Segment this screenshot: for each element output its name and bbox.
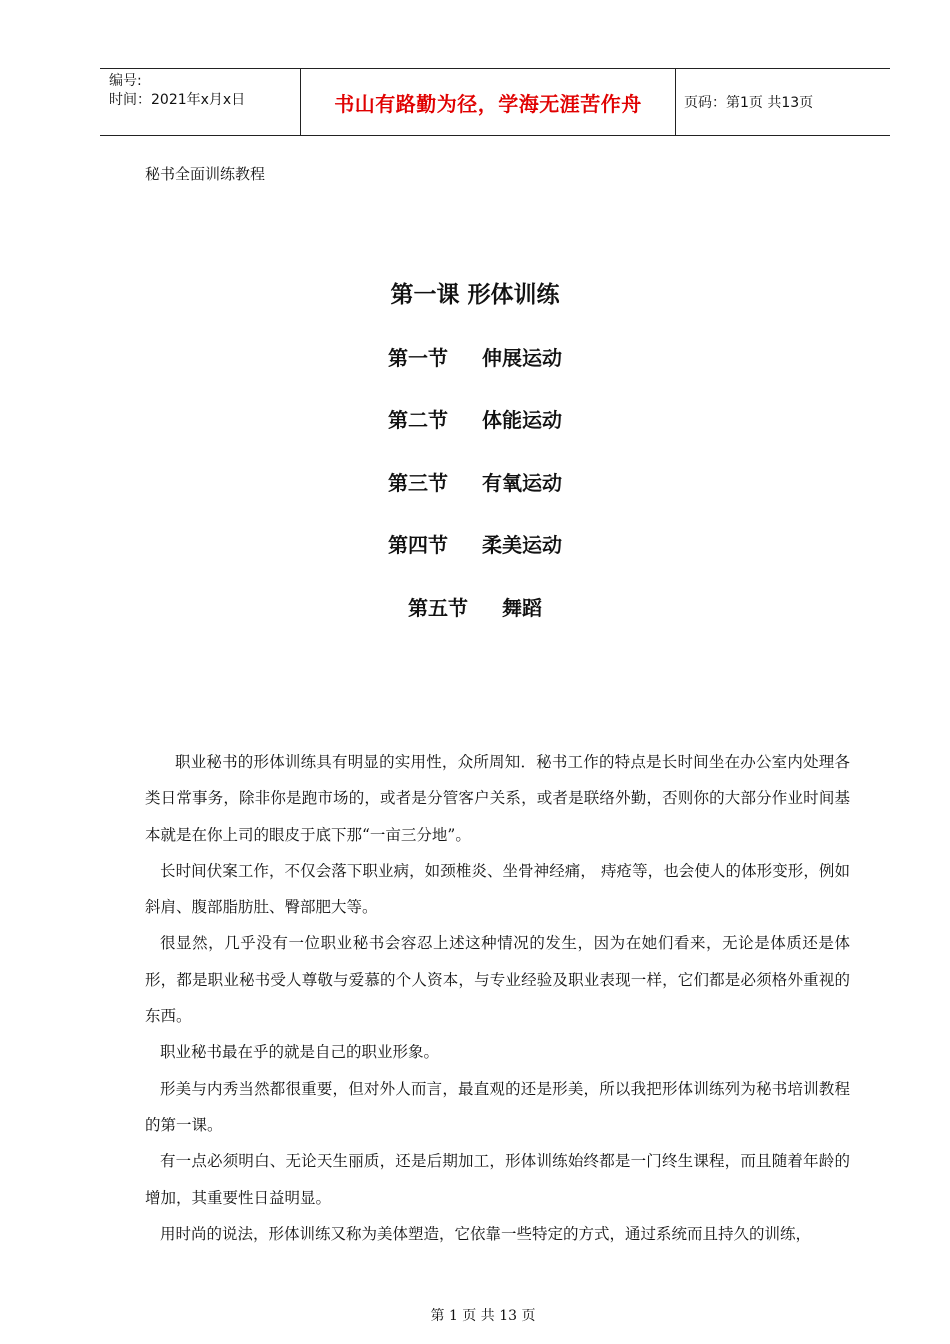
section-heading [0,342,950,371]
paragraph: 职业秘书最在乎的就是自己的职业形象。 [160,1043,440,1062]
body-text [145,744,850,1252]
section-heading [0,467,950,496]
paragraph: 形美与内秀当然都很重要，但对外人而言，最直观的还是形美，所以我把形体训练列为秘书培训教程的第一课。 [145,1079,850,1134]
motto: 书山有路勤为径，学海无涯苦作舟 [301,69,676,135]
section-heading [0,592,950,621]
section-number: 第三节 [388,471,448,495]
page-info-text: 页码：第1页 共13页 [684,95,814,111]
header-meta [100,69,301,135]
document-title: 秘书全面训练教程 [145,165,266,183]
page-header [100,68,890,136]
paragraph: 用时尚的说法，形体训练又称为美体塑造，它依靠一些特定的方式，通过系统而且持久的训练， [160,1224,812,1243]
lesson-title: 第一课 形体训练 [390,282,560,308]
paragraph: 长时间伏案工作，不仅会落下职业病，如颈椎炎、坐骨神经痛， 痔疮等，也会使人的体形变形，例如斜肩、腹部脂肪肚、臀部肥大等。 [145,861,850,917]
section-name: 有氧运动 [482,471,562,495]
section-name: 伸展运动 [482,346,562,370]
paragraph: 职业秘书的形体训练具有明显的实用性，众所周知．秘书工作的特点是长时间坐在办公室内处理各类日常事务，除非你是跑市场的，或者是分管客户关系，或者是联络外勤，否则你的大部分作业时间基本就是在你上司的眼皮于底下那“一亩三分地”。 [145,753,850,844]
section-number: 第五节 [408,596,468,620]
paragraph: 有一点必须明白、无论天生丽质，还是后期加工，形体训练始终都是一门终生课程，而且随着年龄的增加，其重要性日益明显。 [145,1152,850,1207]
section-name: 舞蹈 [502,596,542,620]
section-heading [0,404,950,433]
section-heading [0,529,950,558]
number-label: 编号: [109,73,142,89]
time-label: 时间：2021年x月x日 [109,92,246,108]
section-name: 体能运动 [482,408,562,432]
page-footer: 第 1 页 共 13 页 [430,1308,536,1324]
section-number: 第二节 [388,408,448,432]
paragraph: 很显然，几乎没有一位职业秘书会容忍上述这种情况的发生，因为在她们看来，无论是体质还是体形，都是职业秘书受人尊敬与爱慕的个人资本，与专业经验及职业表现一样，它们都是必须格外重视的东西。 [145,934,850,1026]
section-number: 第四节 [388,533,448,557]
section-number: 第一节 [388,346,448,370]
page-info [676,69,890,135]
section-name: 柔美运动 [482,533,562,557]
